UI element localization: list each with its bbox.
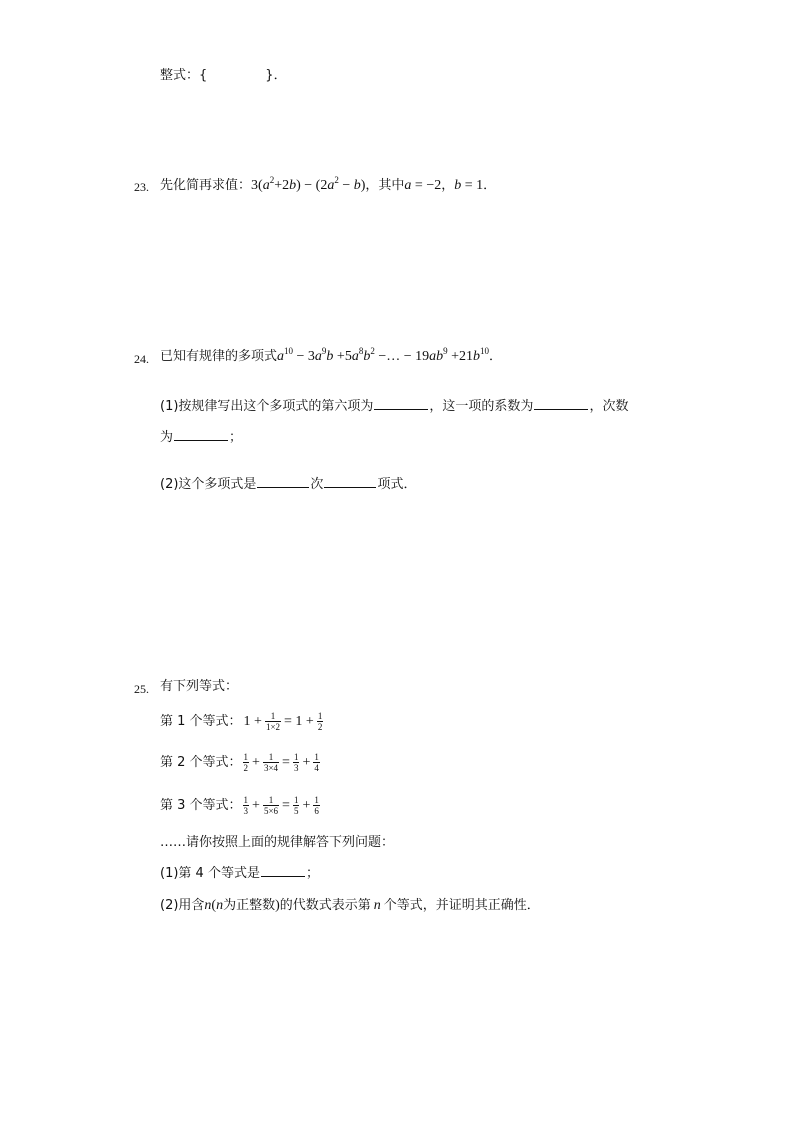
q25-part1-text-a: (1)第 4 个等式是 [160, 866, 260, 881]
q25-part1-line [160, 864, 319, 883]
q24-end: ． [489, 349, 503, 364]
q25-eq2-label: 第 2 个等式： [160, 755, 242, 770]
q22-brace-open: { [199, 68, 208, 83]
q23-prefix: 先化简再求值： [160, 178, 252, 193]
q25-part2-text-b: 为正整数 [223, 898, 276, 913]
q25-part2-line: (2)用含n(n为正整数)的代数式表示第 n 个等式，并证明其正确性． [160, 898, 540, 913]
q25-number: 25. [134, 682, 149, 696]
q24-blank-polynomial-degree[interactable] [257, 475, 309, 488]
q25-continue-text: ……请你按照上面的规律解答下列问题： [160, 835, 395, 850]
q25-eq1-frac-b: $\frac{1}{2}$ [317, 711, 323, 732]
q24-blank-coefficient[interactable] [534, 397, 588, 410]
q22-zhengshi-label: 整式： [160, 68, 200, 83]
q24-part1-text-a: (1)按规律写出这个多项式的第六项为 [160, 399, 374, 414]
q25-part2-text-c: 的代数式表示第 [279, 898, 371, 913]
q25-eq1-label: 第 1 个等式： [160, 714, 242, 729]
q23-end: ． [483, 178, 497, 193]
q23-b-value: 1 [476, 178, 484, 193]
q25-eq1-frac-a: $\frac{1}{1\times 2}$ [265, 711, 281, 732]
q24-part2-text-b: 次 [310, 477, 324, 492]
q24-part2-text-a: (2)这个多项式是 [160, 477, 257, 492]
q24-part2-line [160, 475, 416, 494]
q23-sep: ， [441, 178, 455, 193]
q25-blank-fourth-equation[interactable] [261, 864, 305, 877]
q22-brace-close: }． [265, 68, 287, 83]
q25-var-n: n [204, 898, 212, 913]
q24-blank-degree[interactable] [174, 428, 228, 441]
q25-part1-text-b: ； [305, 866, 319, 881]
q24-question [160, 348, 502, 366]
q24-part1-line1 [160, 397, 628, 416]
q23-question: 先化简再求值：$3(a^2+2b) - (2a^2 - b)$，其中a = −2，b = 1． [160, 175, 497, 193]
q24-prefix: 已知有规律的多项式 [160, 349, 278, 364]
q25-var-n-2: n [216, 898, 224, 913]
q23-expression: $3(a^2+2b) - (2a^2 - b)$ [251, 175, 366, 193]
q24-part2-text-c: 项式． [377, 477, 417, 492]
q24-number: 24. [134, 352, 149, 366]
q24-part1-text-e: ； [229, 430, 243, 445]
q24-blank-term-count[interactable] [324, 475, 376, 488]
q24-part1-text-d: 为 [160, 430, 174, 445]
q25-intro: 有下列等式： [160, 679, 239, 694]
q24-part1-line2 [160, 428, 242, 447]
q24-part1-text-b: ，这一项的系数为 [429, 399, 534, 414]
q25-part2-text-d: 个等式，并证明其正确性． [383, 898, 540, 913]
q25-equation-2: 第 2 个等式： $\frac{1}{2}$ + $\frac{1}{3\times 4}$ = $\frac{1}{3}$ + $\frac{1}{4}$ [160, 752, 319, 773]
q24-blank-sixth-term[interactable] [374, 397, 428, 410]
q25-equation-1: 第 1 个等式： 1 + $\frac{1}{1\times 2}$ = 1 + $\frac{1}{2}$ [160, 711, 323, 732]
q23-a-value: −2 [426, 178, 442, 193]
q23-qizhong: ，其中 [365, 178, 405, 193]
q25-var-n-3: n [373, 898, 381, 913]
q23-number: 23. [134, 180, 149, 194]
q25-equation-3: 第 3 个等式： $\frac{1}{3}$ + $\frac{1}{5\times 6}$ = $\frac{1}{5}$ + $\frac{1}{6}$ [160, 795, 319, 816]
q24-polynomial: $a^{10} - 3a^9b +5a^8b^2$ −… − $19ab^9 +21b^{10}$ [277, 346, 490, 364]
q22-zhengshi-line [160, 67, 287, 85]
q25-eq3-label: 第 3 个等式： [160, 798, 242, 813]
q24-part1-text-c: ，次数 [589, 399, 629, 414]
q25-part2-text-a: (2)用含 [160, 898, 205, 913]
